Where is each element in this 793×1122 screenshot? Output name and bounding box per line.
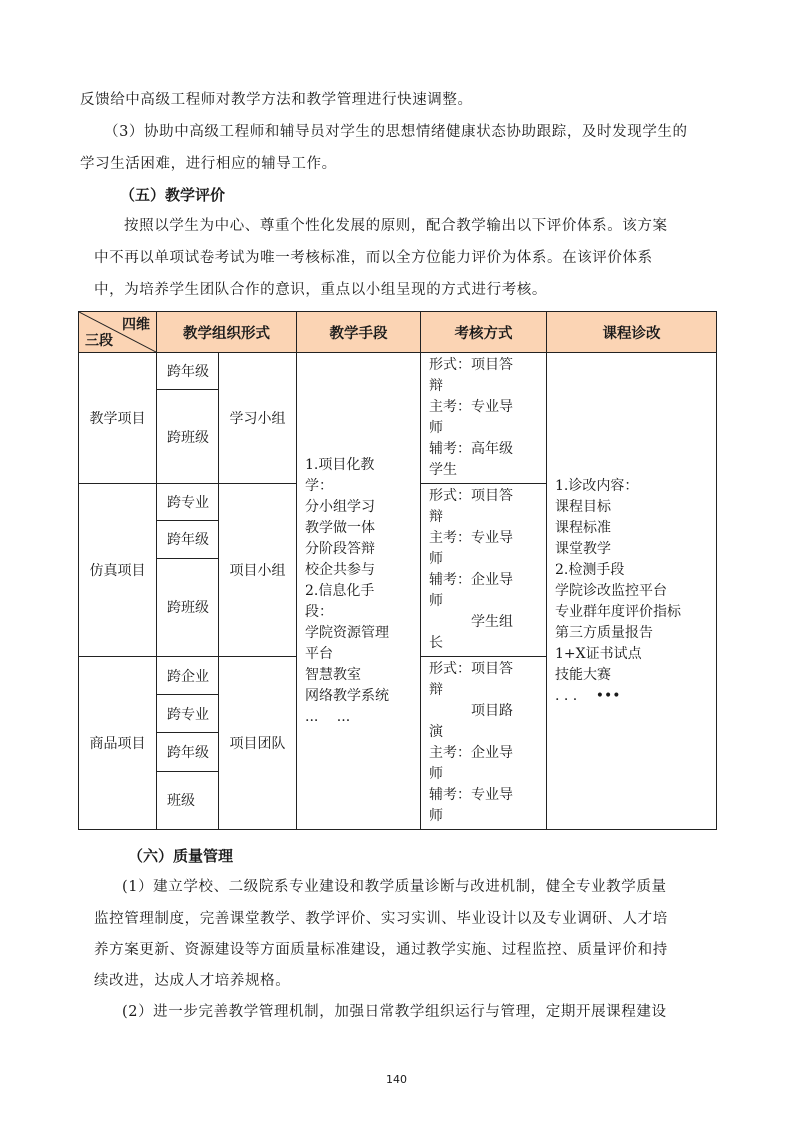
level-cell: 班级 [157, 771, 219, 829]
org-cell: 项目团队 [219, 657, 297, 830]
level-cell: 跨年级 [157, 521, 219, 558]
header-org: 教学组织形式 [157, 312, 297, 353]
level-cell: 跨年级 [157, 733, 219, 771]
level-cell: 跨企业 [157, 657, 219, 695]
level-cell: 跨班级 [157, 558, 219, 656]
assess-cell: 形式：项目答 辩 主考：专业导 师 辅考：高年级 学生 [421, 353, 547, 484]
corner-bottom-label: 三段 [85, 333, 113, 349]
means-cell: 1.项目化教 学： 分小组学习 教学做一体 分阶段答辩 校企共参与 2.信息化手 段： 学院资源管理 平台 智慧教室 网络教学系统 ... ... [297, 353, 421, 830]
text-line: （3）协助中高级工程师和辅导员对学生的思想情绪健康状态协助跟踪，及时发现学生的 [104, 124, 688, 140]
level-cell: 跨年级 [157, 353, 219, 390]
level-cell: 跨班级 [157, 390, 219, 484]
corner-cell [79, 312, 157, 353]
text-line: 中，为培养学生团队合作的意识，重点以小组呈现的方式进行考核。 [94, 282, 547, 298]
evaluation-table [78, 311, 717, 830]
assess-cell: 形式：项目答 辩 主考：专业导 师 辅考：企业导 师 学生组 长 [421, 484, 547, 657]
diagnosis-cell: 1.诊改内容： 课程目标 课程标准 课堂教学 2.检测手段 学院诊改监控平台 专业群年度评价指标 第三方质量报告 1+X证书试点 技能大赛 . . . ••• [547, 353, 717, 830]
stage-cell: 商品项目 [79, 657, 157, 830]
text-line: 反馈给中高级工程师对教学方法和教学管理进行快速调整。 [80, 92, 473, 108]
org-cell: 学习小组 [219, 353, 297, 484]
text-line: 学习生活困难，进行相应的辅导工作。 [80, 156, 337, 172]
text-line: 监控管理制度，完善课堂教学、教学评价、实习实训、毕业设计以及专业调研、人才培 [94, 911, 668, 927]
page-number: 140 [386, 1073, 407, 1086]
level-cell: 跨专业 [157, 484, 219, 521]
header-diagnosis: 课程诊改 [547, 312, 717, 353]
text-line: 续改进，达成人才培养规格。 [94, 973, 291, 989]
text-line: (1）建立学校、二级院系专业建设和教学质量诊断与改进机制，健全专业教学质量 [122, 879, 667, 895]
section-heading: （六）质量管理 [128, 847, 234, 865]
assess-cell: 形式：项目答 辩 项目路 演 主考：企业导 师 辅考：专业导 师 [421, 657, 547, 830]
section-heading: （五）教学评价 [120, 186, 226, 204]
text-line: (2）进一步完善教学管理机制，加强日常教学组织运行与管理，定期开展课程建设 [122, 1004, 667, 1020]
text-line: 养方案更新、资源建设等方面质量标准建设，通过教学实施、过程监控、质量评价和持 [94, 942, 668, 958]
org-cell: 项目小组 [219, 484, 297, 657]
corner-top-label: 四维 [122, 317, 150, 333]
stage-cell: 教学项目 [79, 353, 157, 484]
text-line: 中不再以单项试卷考试为唯一考核标准，而以全方位能力评价为体系。在该评价体系 [94, 250, 653, 266]
text-line: 按照以学生为中心、尊重个性化发展的原则，配合教学输出以下评价体系。该方案 [124, 218, 668, 234]
level-cell: 跨专业 [157, 695, 219, 733]
header-means: 教学手段 [297, 312, 421, 353]
stage-cell: 仿真项目 [79, 484, 157, 657]
header-assess: 考核方式 [421, 312, 547, 353]
